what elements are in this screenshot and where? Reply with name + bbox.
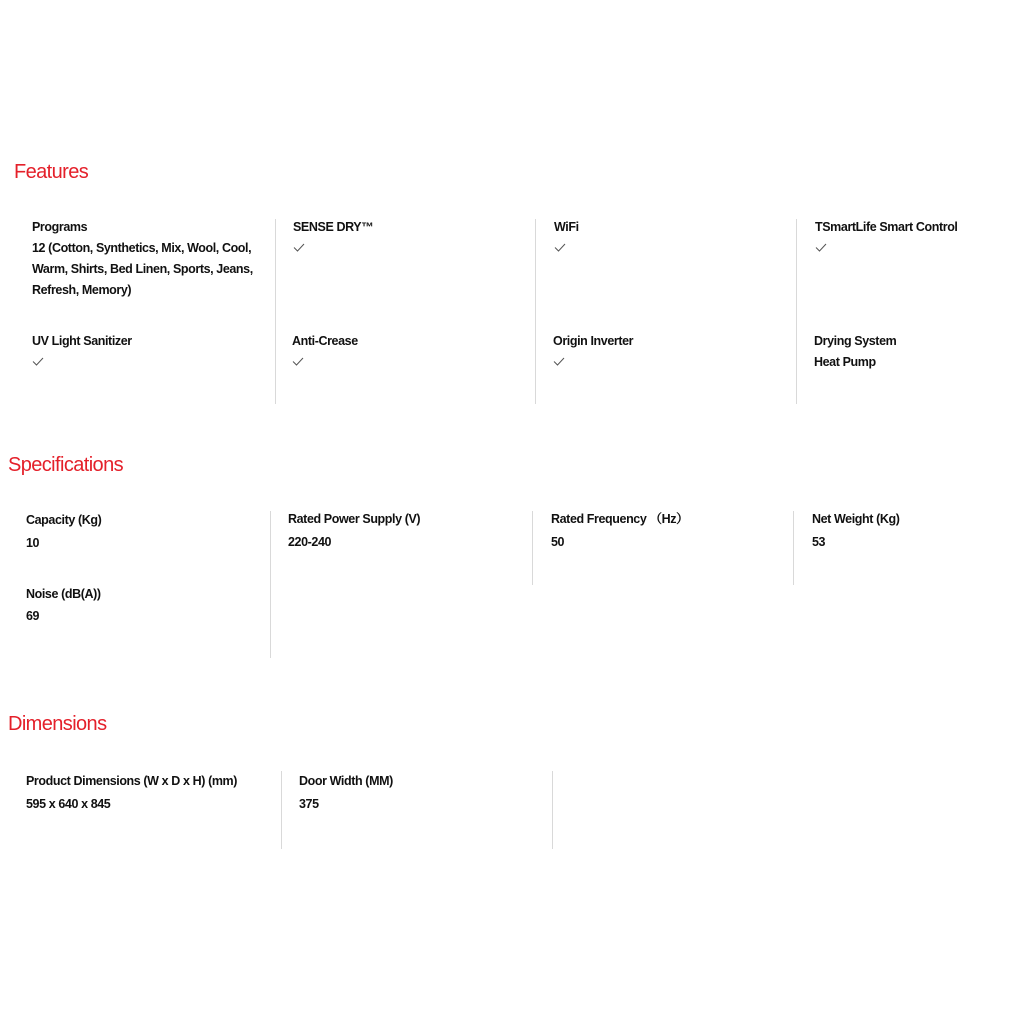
spec-value: 220-240 — [288, 535, 332, 549]
feature-label: TSmartLife Smart Control — [815, 220, 958, 234]
feature-label: Drying System — [814, 334, 897, 348]
spec-rated-frequency — [532, 511, 793, 585]
checkmark-icon — [553, 357, 565, 367]
feature-label: UV Light Sanitizer — [32, 334, 132, 348]
feature-wifi — [535, 219, 796, 404]
feature-sense-dry — [275, 219, 535, 404]
feature-label: Anti-Crease — [292, 334, 358, 348]
dimensions-heading: Dimensions — [8, 713, 107, 735]
feature-tsmartlife — [796, 219, 1016, 404]
spec-label: Rated Power Supply (V) — [288, 512, 421, 526]
spec-rated-power — [270, 511, 532, 658]
spec-value: 53 — [812, 535, 826, 549]
spec-value: 10 — [26, 536, 40, 550]
dimension-product — [26, 773, 281, 815]
feature-label: Origin Inverter — [553, 334, 634, 348]
spec-value: 69 — [26, 609, 40, 623]
feature-origin-inverter — [553, 333, 796, 367]
feature-anti-crease — [292, 333, 535, 367]
checkmark-icon — [32, 357, 44, 367]
feature-label: WiFi — [554, 220, 579, 234]
feature-programs — [32, 219, 275, 301]
spec-noise — [26, 586, 270, 627]
feature-label: SENSE DRY™ — [293, 220, 374, 234]
checkmark-icon — [554, 243, 566, 253]
spec-capacity — [26, 512, 270, 554]
spec-label: Noise (dB(A)) — [26, 587, 101, 601]
checkmark-icon — [293, 243, 305, 253]
dimension-value: 595 x 640 x 845 — [26, 797, 111, 811]
checkmark-icon — [292, 357, 304, 367]
features-heading: Features — [14, 161, 89, 183]
spec-label: Capacity (Kg) — [26, 513, 102, 527]
spec-net-weight — [793, 511, 1013, 585]
feature-label: Programs — [32, 220, 88, 234]
dimension-door-width — [281, 771, 553, 849]
feature-drying-system — [814, 333, 1014, 373]
feature-value: 12 (Cotton, Synthetics, Mix, Wool, Cool, Warm, Shirts, Bed Linen, Sports, Jeans, Refresh, Memory) — [32, 241, 253, 297]
specifications-heading: Specifications — [8, 454, 123, 476]
spec-value: 50 — [551, 535, 565, 549]
dimension-label: Product Dimensions (W x D x H) (mm) — [26, 774, 238, 788]
dimension-label: Door Width (MM) — [299, 774, 393, 788]
spec-label: Rated Frequency （Hz） — [551, 512, 689, 526]
checkmark-icon — [815, 243, 827, 253]
feature-uv-sanitizer — [32, 333, 275, 367]
spec-label: Net Weight (Kg) — [812, 512, 900, 526]
dimension-value: 375 — [299, 797, 319, 811]
feature-value: Heat Pump — [814, 355, 876, 369]
